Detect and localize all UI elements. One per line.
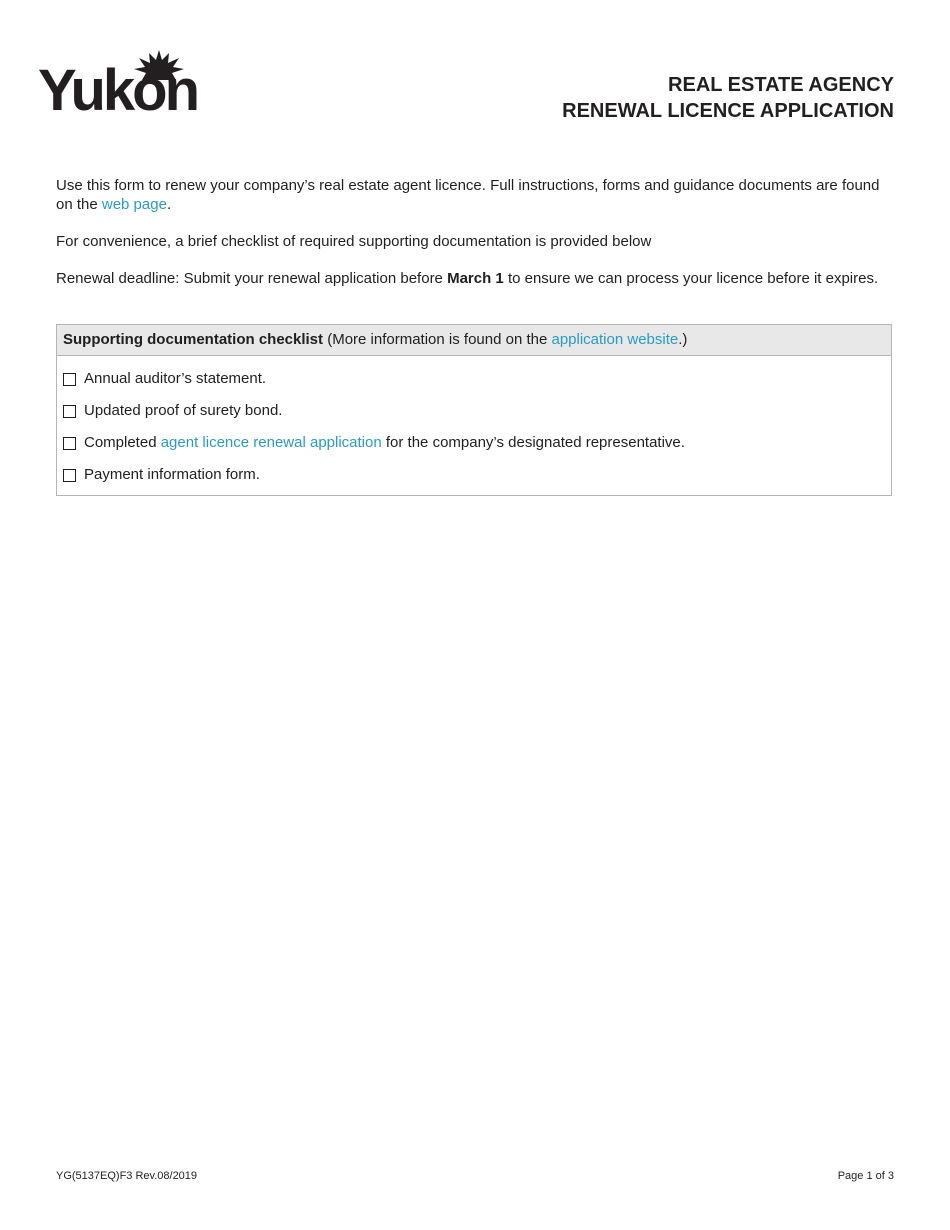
title-line-1: REAL ESTATE AGENCY xyxy=(668,74,894,96)
yukon-logo xyxy=(38,50,210,122)
checklist-header xyxy=(57,325,891,356)
application-website-link[interactable]: application website xyxy=(551,331,679,348)
intro-p1-end: . xyxy=(166,196,172,213)
checklist-body xyxy=(57,356,891,495)
surety-bond-checkbox[interactable] xyxy=(63,405,76,418)
page-number: Page 1 of 3 xyxy=(837,1170,894,1182)
checklist-header-text: (More information is found on the xyxy=(323,331,552,348)
intro-section xyxy=(56,176,894,306)
intro-paragraph-1 xyxy=(56,176,894,214)
form-code: YG(5137EQ)F3 Rev.08/2019 xyxy=(56,1170,198,1182)
agent-licence-renewal-link[interactable]: agent licence renewal application xyxy=(160,434,382,451)
agent-renewal-checkbox[interactable] xyxy=(63,437,76,450)
checklist-item-auditor-statement xyxy=(63,363,885,395)
checklist-item-label: Payment information form. xyxy=(84,466,260,483)
checklist-title: Supporting documentation checklist xyxy=(63,331,324,348)
checklist-item-agent-renewal xyxy=(63,427,885,459)
agent-renewal-suffix: for the company’s designated representative. xyxy=(381,434,685,451)
deadline-prefix: Renewal deadline: Submit your renewal application before xyxy=(56,270,448,287)
deadline-date: March 1 xyxy=(447,270,504,287)
payment-form-checkbox[interactable] xyxy=(63,469,76,482)
intro-paragraph-2: For convenience, a brief checklist of required supporting documentation is provided below xyxy=(56,233,652,250)
checklist-item-surety-bond xyxy=(63,395,885,427)
checklist-item-label: Annual auditor’s statement. xyxy=(84,370,267,387)
logo-wordmark: Yukon xyxy=(38,58,198,123)
title-line-2: RENEWAL LICENCE APPLICATION xyxy=(562,100,894,122)
checklist-item-label: Updated proof of surety bond. xyxy=(84,402,283,419)
checklist-header-end: .) xyxy=(678,331,688,348)
intro-p1-text: Use this form to renew your company’s real estate agent licence. Full instructions, forms and guidance documents are found on the xyxy=(56,177,880,213)
renewal-deadline-paragraph xyxy=(56,269,894,288)
checklist-item-label xyxy=(84,434,685,452)
page-title xyxy=(562,72,894,124)
deadline-suffix: to ensure we can process your licence before it expires. xyxy=(503,270,879,287)
supporting-documentation-checklist xyxy=(56,324,892,496)
auditor-statement-checkbox[interactable] xyxy=(63,373,76,386)
web-page-link[interactable]: web page xyxy=(101,196,167,213)
checklist-item-payment-form xyxy=(63,459,885,491)
agent-renewal-prefix: Completed xyxy=(84,434,161,451)
